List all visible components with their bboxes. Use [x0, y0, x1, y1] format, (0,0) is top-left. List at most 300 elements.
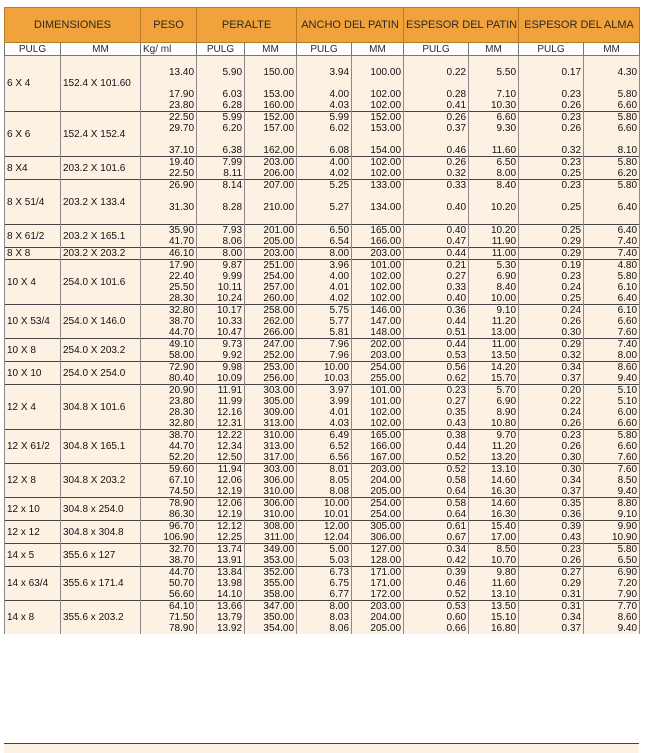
table-cell: 349.00	[245, 544, 297, 556]
table-cell: 31.30	[141, 202, 197, 213]
table-cell: 0.22	[404, 67, 469, 78]
table-cell: 6.50	[297, 225, 352, 237]
table-row	[5, 601, 640, 613]
table-cell: 253.00	[245, 362, 297, 374]
table-cell: 7.96	[297, 350, 352, 362]
table-cell: 6.20	[197, 123, 245, 134]
table-cell: 0.43	[519, 532, 584, 544]
table-row	[5, 521, 640, 533]
table-cell: 152.00	[352, 112, 404, 124]
table-cell: 0.36	[404, 305, 469, 317]
table-cell: 12.06	[197, 475, 245, 486]
table-cell: 102.00	[352, 282, 404, 293]
designation-pulg: 12 X 8	[5, 464, 61, 498]
table-cell	[519, 78, 584, 89]
table-row	[5, 498, 640, 510]
table-cell: 5.50	[469, 67, 519, 78]
table-cell: 4.01	[297, 407, 352, 418]
table-cell: 7.99	[197, 157, 245, 169]
table-cell: 0.46	[404, 145, 469, 157]
table-cell	[245, 213, 297, 225]
table-cell: 11.90	[469, 236, 519, 248]
table-cell: 0.28	[404, 89, 469, 100]
table-cell: 9.10	[584, 509, 640, 521]
table-cell: 6.49	[297, 430, 352, 442]
table-cell	[352, 134, 404, 145]
table-cell	[404, 56, 469, 68]
table-cell: 0.37	[519, 486, 584, 498]
table-cell: 153.00	[245, 89, 297, 100]
table-row	[5, 385, 640, 397]
table-cell: 10.33	[197, 316, 245, 327]
table-cell: 23.80	[141, 396, 197, 407]
table-cell: 38.70	[141, 316, 197, 327]
table-cell	[245, 134, 297, 145]
unit-header: MM	[245, 43, 297, 56]
table-cell: 10.24	[197, 293, 245, 305]
table-cell: 0.43	[404, 418, 469, 430]
designation-pulg: 14 x 5	[5, 544, 61, 567]
table-cell: 59.60	[141, 464, 197, 476]
table-cell	[297, 213, 352, 225]
table-cell: 5.99	[297, 112, 352, 124]
table-cell: 9.99	[197, 271, 245, 282]
table-cell	[519, 191, 584, 202]
table-cell: 204.00	[352, 612, 404, 623]
table-cell: 9.87	[197, 260, 245, 272]
table-cell: 0.26	[404, 157, 469, 169]
table-cell: 0.30	[519, 452, 584, 464]
table-cell: 101.00	[352, 260, 404, 272]
table-cell: 14.60	[469, 498, 519, 510]
table-cell: 254.00	[352, 362, 404, 374]
table-cell: 203.00	[245, 248, 297, 260]
table-cell: 12.22	[197, 430, 245, 442]
table-row	[5, 260, 640, 272]
table-cell: 0.33	[404, 180, 469, 192]
table-cell	[197, 134, 245, 145]
table-cell: 58.00	[141, 350, 197, 362]
table-cell: 15.10	[469, 612, 519, 623]
table-cell: 102.00	[352, 271, 404, 282]
table-cell: 100.00	[352, 67, 404, 78]
table-cell: 9.70	[469, 430, 519, 442]
table-cell: 102.00	[352, 168, 404, 180]
table-cell: 4.02	[297, 168, 352, 180]
table-cell: 8.00	[297, 248, 352, 260]
table-cell: 7.40	[584, 248, 640, 260]
table-cell: 6.60	[584, 100, 640, 112]
table-cell: 41.70	[141, 236, 197, 248]
table-cell: 10.00	[297, 498, 352, 510]
designation-pulg: 10 X 8	[5, 339, 61, 362]
table-cell: 355.00	[245, 578, 297, 589]
table-cell: 4.80	[584, 260, 640, 272]
table-cell: 317.00	[245, 452, 297, 464]
table-cell: 0.31	[519, 601, 584, 613]
table-cell: 134.00	[352, 202, 404, 213]
table-cell: 5.10	[584, 385, 640, 397]
table-cell: 9.10	[469, 305, 519, 317]
table-cell: 7.20	[584, 578, 640, 589]
table-cell: 17.00	[469, 532, 519, 544]
table-cell: 148.00	[352, 327, 404, 339]
table-cell	[469, 213, 519, 225]
table-cell: 203.00	[245, 157, 297, 169]
table-cell: 13.84	[197, 567, 245, 579]
table-cell: 102.00	[352, 407, 404, 418]
table-cell: 4.00	[297, 271, 352, 282]
table-cell: 13.50	[469, 601, 519, 613]
table-cell: 0.23	[519, 430, 584, 442]
table-cell: 6.90	[469, 271, 519, 282]
designation-mm: 304.8 X 101.6	[61, 385, 141, 430]
table-cell: 13.10	[469, 589, 519, 601]
table-cell: 0.32	[404, 168, 469, 180]
table-cell: 5.80	[584, 180, 640, 192]
table-cell: 127.00	[352, 544, 404, 556]
table-cell: 171.00	[352, 578, 404, 589]
unit-header: MM	[61, 43, 141, 56]
table-cell: 303.00	[245, 385, 297, 397]
table-cell: 5.03	[297, 555, 352, 567]
table-cell: 172.00	[352, 589, 404, 601]
table-cell: 6.73	[297, 567, 352, 579]
table-cell: 101.00	[352, 385, 404, 397]
header-espesor-alma: ESPESOR DEL ALMA	[519, 8, 640, 43]
table-cell: 15.40	[469, 521, 519, 533]
table-cell: 11.99	[197, 396, 245, 407]
table-cell	[245, 56, 297, 68]
table-cell: 247.00	[245, 339, 297, 351]
table-cell: 157.00	[245, 123, 297, 134]
header-dimensiones: DIMENSIONES	[5, 8, 141, 43]
table-cell: 13.79	[197, 612, 245, 623]
table-cell: 10.20	[469, 225, 519, 237]
table-cell: 5.27	[297, 202, 352, 213]
table-cell: 23.80	[141, 100, 197, 112]
table-cell: 35.90	[141, 225, 197, 237]
table-cell	[519, 134, 584, 145]
table-cell: 266.00	[245, 327, 297, 339]
table-cell: 7.40	[584, 236, 640, 248]
table-cell: 6.38	[197, 145, 245, 157]
designation-mm: 355.6 x 127	[61, 544, 141, 567]
table-cell: 32.70	[141, 544, 197, 556]
table-cell: 9.80	[469, 567, 519, 579]
table-cell: 9.40	[584, 623, 640, 634]
table-cell: 5.80	[584, 112, 640, 124]
table-cell: 260.00	[245, 293, 297, 305]
table-cell: 254.00	[352, 498, 404, 510]
table-cell: 15.70	[469, 373, 519, 385]
table-cell: 12.06	[197, 498, 245, 510]
table-cell: 254.00	[245, 271, 297, 282]
designation-pulg: 10 X 4	[5, 260, 61, 305]
table-cell: 10.00	[297, 362, 352, 374]
table-cell: 10.01	[297, 509, 352, 521]
table-cell: 6.90	[584, 567, 640, 579]
unit-header: PULG	[519, 43, 584, 56]
table-cell: 4.00	[297, 157, 352, 169]
table-cell: 0.27	[404, 271, 469, 282]
table-cell: 102.00	[352, 100, 404, 112]
table-cell	[469, 78, 519, 89]
table-cell: 353.00	[245, 555, 297, 567]
table-cell: 0.52	[404, 452, 469, 464]
table-cell: 6.40	[584, 293, 640, 305]
table-cell: 205.00	[352, 486, 404, 498]
table-cell: 0.23	[519, 89, 584, 100]
unit-header: PULG	[5, 43, 61, 56]
table-cell: 313.00	[245, 418, 297, 430]
designation-mm: 304.8 X 165.1	[61, 430, 141, 464]
table-cell: 10.00	[469, 293, 519, 305]
table-cell	[297, 191, 352, 202]
table-cell: 6.56	[297, 452, 352, 464]
table-cell	[297, 78, 352, 89]
table-cell: 147.00	[352, 316, 404, 327]
table-cell: 72.90	[141, 362, 197, 374]
table-cell: 7.90	[584, 589, 640, 601]
unit-header: MM	[352, 43, 404, 56]
table-cell: 32.80	[141, 418, 197, 430]
table-row	[5, 339, 640, 351]
table-cell: 20.90	[141, 385, 197, 397]
table-cell: 0.30	[519, 464, 584, 476]
table-row	[5, 305, 640, 317]
table-cell: 4.01	[297, 282, 352, 293]
designation-mm: 254.0 X 203.2	[61, 339, 141, 362]
designation-pulg: 6 X 6	[5, 112, 61, 157]
header-peso: PESO	[141, 8, 197, 43]
table-cell: 14.20	[469, 362, 519, 374]
designation-mm: 254.0 X 146.0	[61, 305, 141, 339]
table-cell: 9.30	[469, 123, 519, 134]
designation-pulg: 12 x 12	[5, 521, 61, 544]
table-cell: 0.44	[404, 339, 469, 351]
table-cell: 0.20	[519, 385, 584, 397]
table-cell: 67.10	[141, 475, 197, 486]
table-cell: 6.77	[297, 589, 352, 601]
header-row	[5, 8, 640, 43]
table-cell: 0.34	[519, 475, 584, 486]
designation-pulg: 8 X4	[5, 157, 61, 180]
table-cell: 256.00	[245, 373, 297, 385]
table-cell: 9.90	[584, 521, 640, 533]
table-cell: 38.70	[141, 555, 197, 567]
table-cell: 171.00	[352, 567, 404, 579]
table-cell: 0.36	[519, 509, 584, 521]
table-cell: 71.50	[141, 612, 197, 623]
table-cell: 11.60	[469, 578, 519, 589]
table-cell: 7.60	[584, 327, 640, 339]
table-cell: 0.33	[404, 282, 469, 293]
beam-dimensions-table	[4, 7, 640, 634]
table-cell: 0.37	[404, 123, 469, 134]
table-cell: 8.14	[197, 180, 245, 192]
table-cell: 0.23	[519, 157, 584, 169]
table-cell: 4.03	[297, 100, 352, 112]
table-cell	[584, 56, 640, 68]
table-row	[5, 567, 640, 579]
table-cell	[352, 191, 404, 202]
designation-mm: 304.8 X 203.2	[61, 464, 141, 498]
table-cell: 0.27	[404, 396, 469, 407]
table-cell: 8.05	[297, 475, 352, 486]
table-cell: 0.29	[519, 339, 584, 351]
table-cell: 102.00	[352, 157, 404, 169]
table-cell	[197, 213, 245, 225]
unit-header: PULG	[297, 43, 352, 56]
table-cell: 4.03	[297, 418, 352, 430]
table-cell: 0.35	[404, 407, 469, 418]
table-cell: 0.25	[519, 202, 584, 213]
table-cell: 78.90	[141, 623, 197, 634]
table-cell: 358.00	[245, 589, 297, 601]
table-cell: 306.00	[245, 498, 297, 510]
table-cell: 262.00	[245, 316, 297, 327]
table-cell: 6.08	[297, 145, 352, 157]
table-cell: 6.54	[297, 236, 352, 248]
table-cell: 38.70	[141, 430, 197, 442]
table-cell: 10.17	[197, 305, 245, 317]
table-cell: 0.29	[519, 578, 584, 589]
table-cell: 5.80	[584, 271, 640, 282]
designation-pulg: 8 X 51/4	[5, 180, 61, 225]
table-cell	[469, 191, 519, 202]
table-cell	[297, 134, 352, 145]
table-cell: 102.00	[352, 418, 404, 430]
header-ancho-patin: ANCHO DEL PATIN	[297, 8, 404, 43]
table-cell: 350.00	[245, 612, 297, 623]
table-cell	[352, 78, 404, 89]
table-cell: 17.90	[141, 89, 197, 100]
table-cell: 153.00	[352, 123, 404, 134]
table-cell: 5.70	[469, 385, 519, 397]
table-cell: 7.60	[584, 464, 640, 476]
designation-pulg: 8 X 61/2	[5, 225, 61, 248]
table-cell: 8.50	[469, 544, 519, 556]
table-cell: 0.38	[404, 430, 469, 442]
table-cell: 0.40	[404, 225, 469, 237]
table-cell: 11.00	[469, 339, 519, 351]
table-cell: 0.62	[404, 373, 469, 385]
table-cell: 11.60	[469, 145, 519, 157]
table-cell: 9.40	[584, 486, 640, 498]
table-cell: 0.40	[404, 202, 469, 213]
table-cell: 46.10	[141, 248, 197, 260]
table-cell: 313.00	[245, 441, 297, 452]
table-cell: 7.10	[469, 89, 519, 100]
designation-pulg: 12 X 4	[5, 385, 61, 430]
table-cell	[584, 213, 640, 225]
table-cell	[197, 78, 245, 89]
table-cell: 4.30	[584, 67, 640, 78]
table-cell: 0.35	[519, 498, 584, 510]
table-cell: 5.77	[297, 316, 352, 327]
table-cell: 8.03	[297, 612, 352, 623]
table-cell: 303.00	[245, 464, 297, 476]
table-cell: 162.00	[245, 145, 297, 157]
table-cell: 0.23	[519, 112, 584, 124]
table-cell: 8.11	[197, 168, 245, 180]
table-cell: 19.40	[141, 157, 197, 169]
designation-mm: 203.2 X 203.2	[61, 248, 141, 260]
table-cell: 7.40	[584, 339, 640, 351]
table-cell: 206.00	[245, 168, 297, 180]
table-cell: 306.00	[245, 475, 297, 486]
table-cell	[584, 191, 640, 202]
table-cell: 0.42	[404, 555, 469, 567]
table-cell: 8.90	[469, 407, 519, 418]
designation-mm: 254.0 X 101.6	[61, 260, 141, 305]
table-cell: 0.31	[519, 589, 584, 601]
table-cell: 6.90	[469, 396, 519, 407]
table-cell: 255.00	[352, 373, 404, 385]
table-cell: 6.75	[297, 578, 352, 589]
table-cell: 0.56	[404, 362, 469, 374]
table-row	[5, 362, 640, 374]
table-cell: 6.60	[584, 418, 640, 430]
table-cell: 50.70	[141, 578, 197, 589]
table-cell: 0.19	[519, 260, 584, 272]
table-cell: 80.40	[141, 373, 197, 385]
table-cell: 0.47	[404, 236, 469, 248]
table-cell: 203.00	[352, 350, 404, 362]
table-cell: 0.21	[404, 260, 469, 272]
table-cell: 0.53	[404, 601, 469, 613]
header-espesor-patin: ESPESOR DEL PATIN	[404, 8, 519, 43]
designation-mm: 355.6 x 203.2	[61, 601, 141, 635]
table-cell: 16.80	[469, 623, 519, 634]
table-cell: 3.97	[297, 385, 352, 397]
table-cell: 7.70	[584, 601, 640, 613]
table-cell: 0.64	[404, 509, 469, 521]
table-cell	[404, 78, 469, 89]
table-cell: 0.23	[519, 180, 584, 192]
table-cell	[352, 213, 404, 225]
table-cell: 0.32	[519, 145, 584, 157]
table-cell: 0.29	[519, 236, 584, 248]
table-cell: 207.00	[245, 180, 297, 192]
table-cell: 10.09	[197, 373, 245, 385]
table-cell: 0.34	[519, 612, 584, 623]
designation-mm: 203.2 X 101.6	[61, 157, 141, 180]
table-cell: 202.00	[352, 339, 404, 351]
table-cell: 12.00	[297, 521, 352, 533]
table-cell: 7.96	[297, 339, 352, 351]
table-cell: 3.99	[297, 396, 352, 407]
table-cell: 0.26	[519, 555, 584, 567]
table-cell: 10.30	[469, 100, 519, 112]
table-cell: 203.00	[352, 248, 404, 260]
designation-mm: 203.2 X 165.1	[61, 225, 141, 248]
table-cell: 0.58	[404, 498, 469, 510]
table-cell: 106.90	[141, 532, 197, 544]
table-cell: 13.10	[469, 464, 519, 476]
table-cell: 0.64	[404, 486, 469, 498]
table-cell: 10.70	[469, 555, 519, 567]
table-cell	[141, 78, 197, 89]
table-cell: 26.90	[141, 180, 197, 192]
table-cell: 5.80	[584, 544, 640, 556]
table-cell: 203.00	[352, 464, 404, 476]
table-cell: 0.39	[519, 521, 584, 533]
table-cell: 8.00	[297, 601, 352, 613]
table-cell: 13.20	[469, 452, 519, 464]
table-cell: 10.03	[297, 373, 352, 385]
